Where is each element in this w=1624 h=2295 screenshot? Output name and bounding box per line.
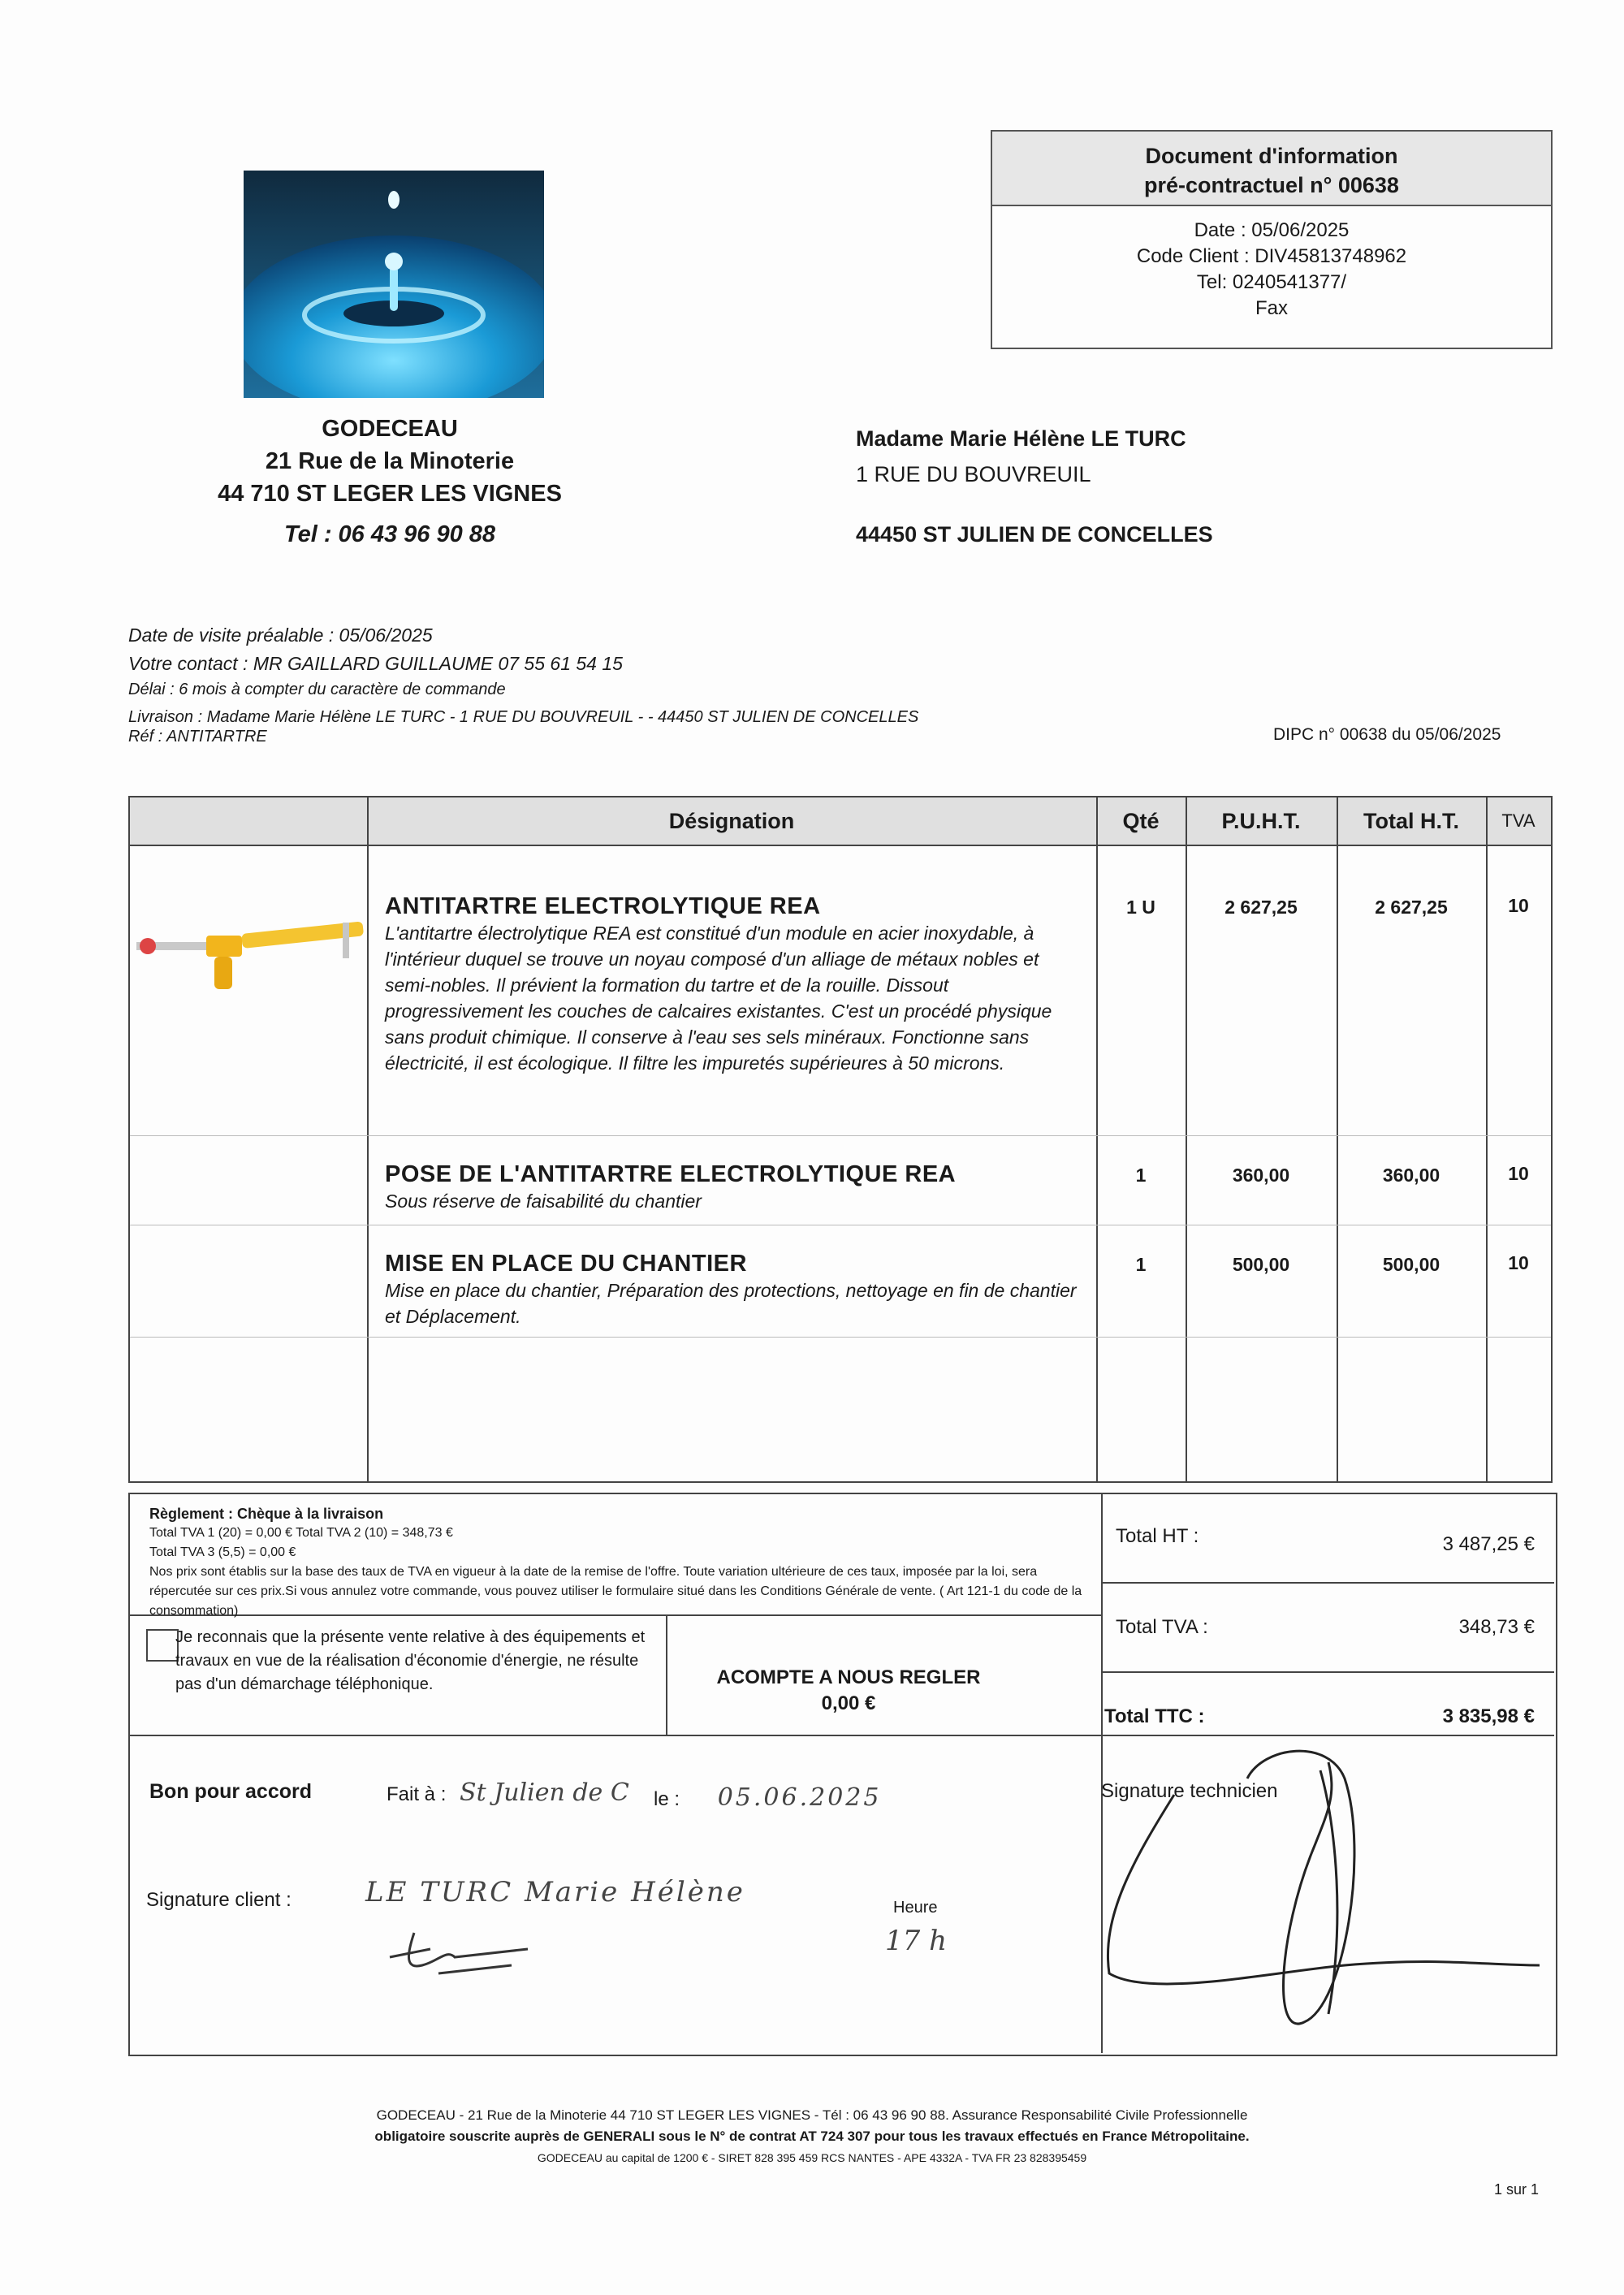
approval-label: Bon pour accord	[149, 1780, 313, 1803]
company-tel: Tel : 06 43 96 90 88	[283, 521, 496, 547]
date-label	[654, 1783, 881, 1812]
footer-line3: GODECEAU au capital de 1200 € - SIRET 828 395 459 RCS NANTES - APE 4332A - TVA FR 23 828395459	[537, 2151, 1087, 2164]
item-total: 360,00	[1382, 1165, 1440, 1186]
tva-breakdown-line1: Total TVA 1 (20) = 0,00 € Total TVA 2 (10) = 348,73 €	[149, 1526, 453, 1540]
product-image	[130, 903, 365, 992]
total-ttc-label: Total TTC :	[1104, 1705, 1205, 1727]
item-tva: 10	[1508, 1252, 1529, 1273]
item-description: Sous réserve de faisabilité du chantier	[385, 1191, 702, 1212]
footer-line2: obligatoire souscrite auprès de GENERALI sous le N° de contrat AT 724 307 pour tous les travaux effectués en France Métropolitaine.	[374, 2129, 1250, 2144]
document-info-box	[991, 130, 1553, 349]
technician-signature-label: Signature technicien	[1101, 1780, 1278, 1802]
item-total: 2 627,25	[1375, 897, 1448, 918]
visit-delay: Délai : 6 mois à compter du caractère de commande	[128, 681, 506, 698]
date-label-text: le :	[654, 1788, 680, 1810]
footer-line1: GODECEAU - 21 Rue de la Minoterie 44 710 ST LEGER LES VIGNES - Tél : 06 43 96 90 88. Assurance Responsabilité Civile Professionnelle	[376, 2107, 1248, 2123]
date-handwritten: 05.06.2025	[717, 1783, 882, 1812]
item-qty: 1	[1135, 1254, 1147, 1275]
dipc-reference: DIPC n° 00638 du 05/06/2025	[1273, 725, 1501, 744]
company-city: 44 710 ST LEGER LES VIGNES	[218, 481, 562, 507]
header-total-ht: Total H.T.	[1363, 809, 1459, 833]
company-name: GODECEAU	[322, 416, 458, 442]
visit-delivery: Livraison : Madame Marie Hélène LE TURC - 1 RUE DU BOUVREUIL - - 44450 ST JULIEN DE CONCELLES	[128, 708, 919, 726]
payment-terms	[149, 1504, 1083, 1621]
header-qty: Qté	[1122, 809, 1160, 833]
recipient-address	[856, 421, 1473, 552]
document-info-title	[992, 132, 1551, 206]
total-tva-label: Total TVA :	[1116, 1616, 1208, 1638]
document-date: Date : 05/06/2025	[1194, 219, 1350, 241]
recipient-name: Madame Marie Hélène LE TURC	[856, 426, 1186, 451]
company-block	[130, 413, 650, 551]
place-label-text: Fait à :	[387, 1783, 447, 1805]
company-logo	[244, 171, 544, 398]
document-title-line1: Document d'information	[1145, 144, 1398, 168]
item-puht: 2 627,25	[1224, 897, 1298, 918]
tva-notice: Nos prix sont établis sur la base des taux de TVA en vigueur à la date de la remise de l'offre. Toute variation ultérieure de ces taux, imposée par la loi, sera répercutée sur ces prix.Si vous annulez votre commande, vous pouvez utiliser le formulaire situé dans les Conditions Générale de vente. ( Art 121-1 du code de la consommation)	[149, 1565, 1082, 1618]
time-handwritten: 17 h	[885, 1925, 947, 1957]
item-description: L'antitartre électrolytique REA est constitué d'un module en acier inoxydable, à l'intérieur duquel se trouve un noyau composé d'un alliage de métaux nobles et semi-nobles. Il prévient la formation du tartre et de la rouille. Dissout progressivement les couches de calcaires existantes. C'est un procédé physique sans produit chimique. Il conserve à l'eau ses sels minéraux. Fonctionne sans électricité, il est écologique. Il filtre les impuretés supérieures à 50 microns.	[385, 923, 1052, 1074]
company-street: 21 Rue de la Minoterie	[265, 448, 515, 474]
total-ht-label: Total HT :	[1116, 1525, 1199, 1547]
tva-breakdown-line2: Total TVA 3 (5,5) = 0,00 €	[149, 1545, 296, 1559]
item-row	[385, 1251, 1083, 1329]
client-signature	[382, 1925, 544, 1986]
total-ht-value: 3 487,25 €	[1442, 1533, 1535, 1555]
totals-signature-section	[128, 1493, 1557, 2056]
item-row	[385, 1161, 1083, 1214]
item-description: Mise en place du chantier, Préparation des protections, nettoyage en fin de chantier et Déplacement.	[385, 1280, 1077, 1327]
item-title: POSE DE L'ANTITARTRE ELECTROLYTIQUE REA	[385, 1161, 957, 1187]
time-label: Heure	[893, 1899, 938, 1917]
document-title-line2: pré-contractuel n° 00638	[1144, 173, 1399, 197]
item-puht: 500,00	[1232, 1254, 1290, 1275]
total-tva-value: 348,73 €	[1458, 1616, 1535, 1638]
item-tva: 10	[1508, 895, 1529, 916]
visit-contact: Votre contact : MR GAILLARD GUILLAUME 07 55 61 54 15	[128, 653, 623, 674]
item-qty: 1	[1135, 1165, 1147, 1186]
recipient-city: 44450 ST JULIEN DE CONCELLES	[856, 522, 1213, 547]
item-tva: 10	[1508, 1163, 1529, 1184]
header-tva: TVA	[1501, 810, 1535, 831]
item-title: ANTITARTRE ELECTROLYTIQUE REA	[385, 893, 821, 919]
deposit-label: ACOMPTE A NOUS REGLER	[716, 1666, 981, 1688]
technician-signature	[1101, 1730, 1556, 2055]
item-row	[385, 893, 1083, 1076]
consent-checkbox[interactable]	[146, 1629, 179, 1662]
client-signature-label: Signature client :	[146, 1889, 292, 1911]
header-designation: Désignation	[668, 809, 795, 833]
consent-text: Je reconnais que la présente vente relative à des équipements et travaux en vue de la réalisation d'économie d'énergie, ne résulte pas d'un démarchage téléphonique.	[175, 1628, 646, 1693]
item-qty: 1 U	[1126, 897, 1155, 918]
payment-method: Règlement : Chèque à la livraison	[149, 1506, 384, 1522]
client-fax: Fax	[1255, 297, 1288, 319]
header-puht: P.U.H.T.	[1221, 809, 1301, 833]
quote-table	[128, 796, 1553, 1483]
place-handwritten: St Julien de C	[460, 1779, 629, 1807]
visit-ref: Réf : ANTITARTRE	[128, 728, 267, 746]
total-ttc-value: 3 835,98 €	[1442, 1705, 1535, 1727]
client-code: Code Client : DIV45813748962	[1136, 245, 1407, 267]
footer	[162, 2105, 1462, 2168]
recipient-street: 1 RUE DU BOUVREUIL	[856, 462, 1091, 486]
visit-date: Date de visite préalable : 05/06/2025	[128, 625, 433, 646]
visit-info	[128, 621, 1184, 745]
client-handwritten-name: LE TURC Marie Hélène	[365, 1876, 745, 1908]
deposit-value: 0,00 €	[821, 1692, 876, 1714]
page-number: 1 sur 1	[1494, 2181, 1540, 2198]
client-tel: Tel: 0240541377/	[1196, 271, 1347, 293]
item-total: 500,00	[1382, 1254, 1440, 1275]
item-title: MISE EN PLACE DU CHANTIER	[385, 1251, 747, 1277]
place-label	[387, 1779, 629, 1807]
deposit-block	[666, 1665, 1031, 1717]
item-puht: 360,00	[1232, 1165, 1290, 1186]
